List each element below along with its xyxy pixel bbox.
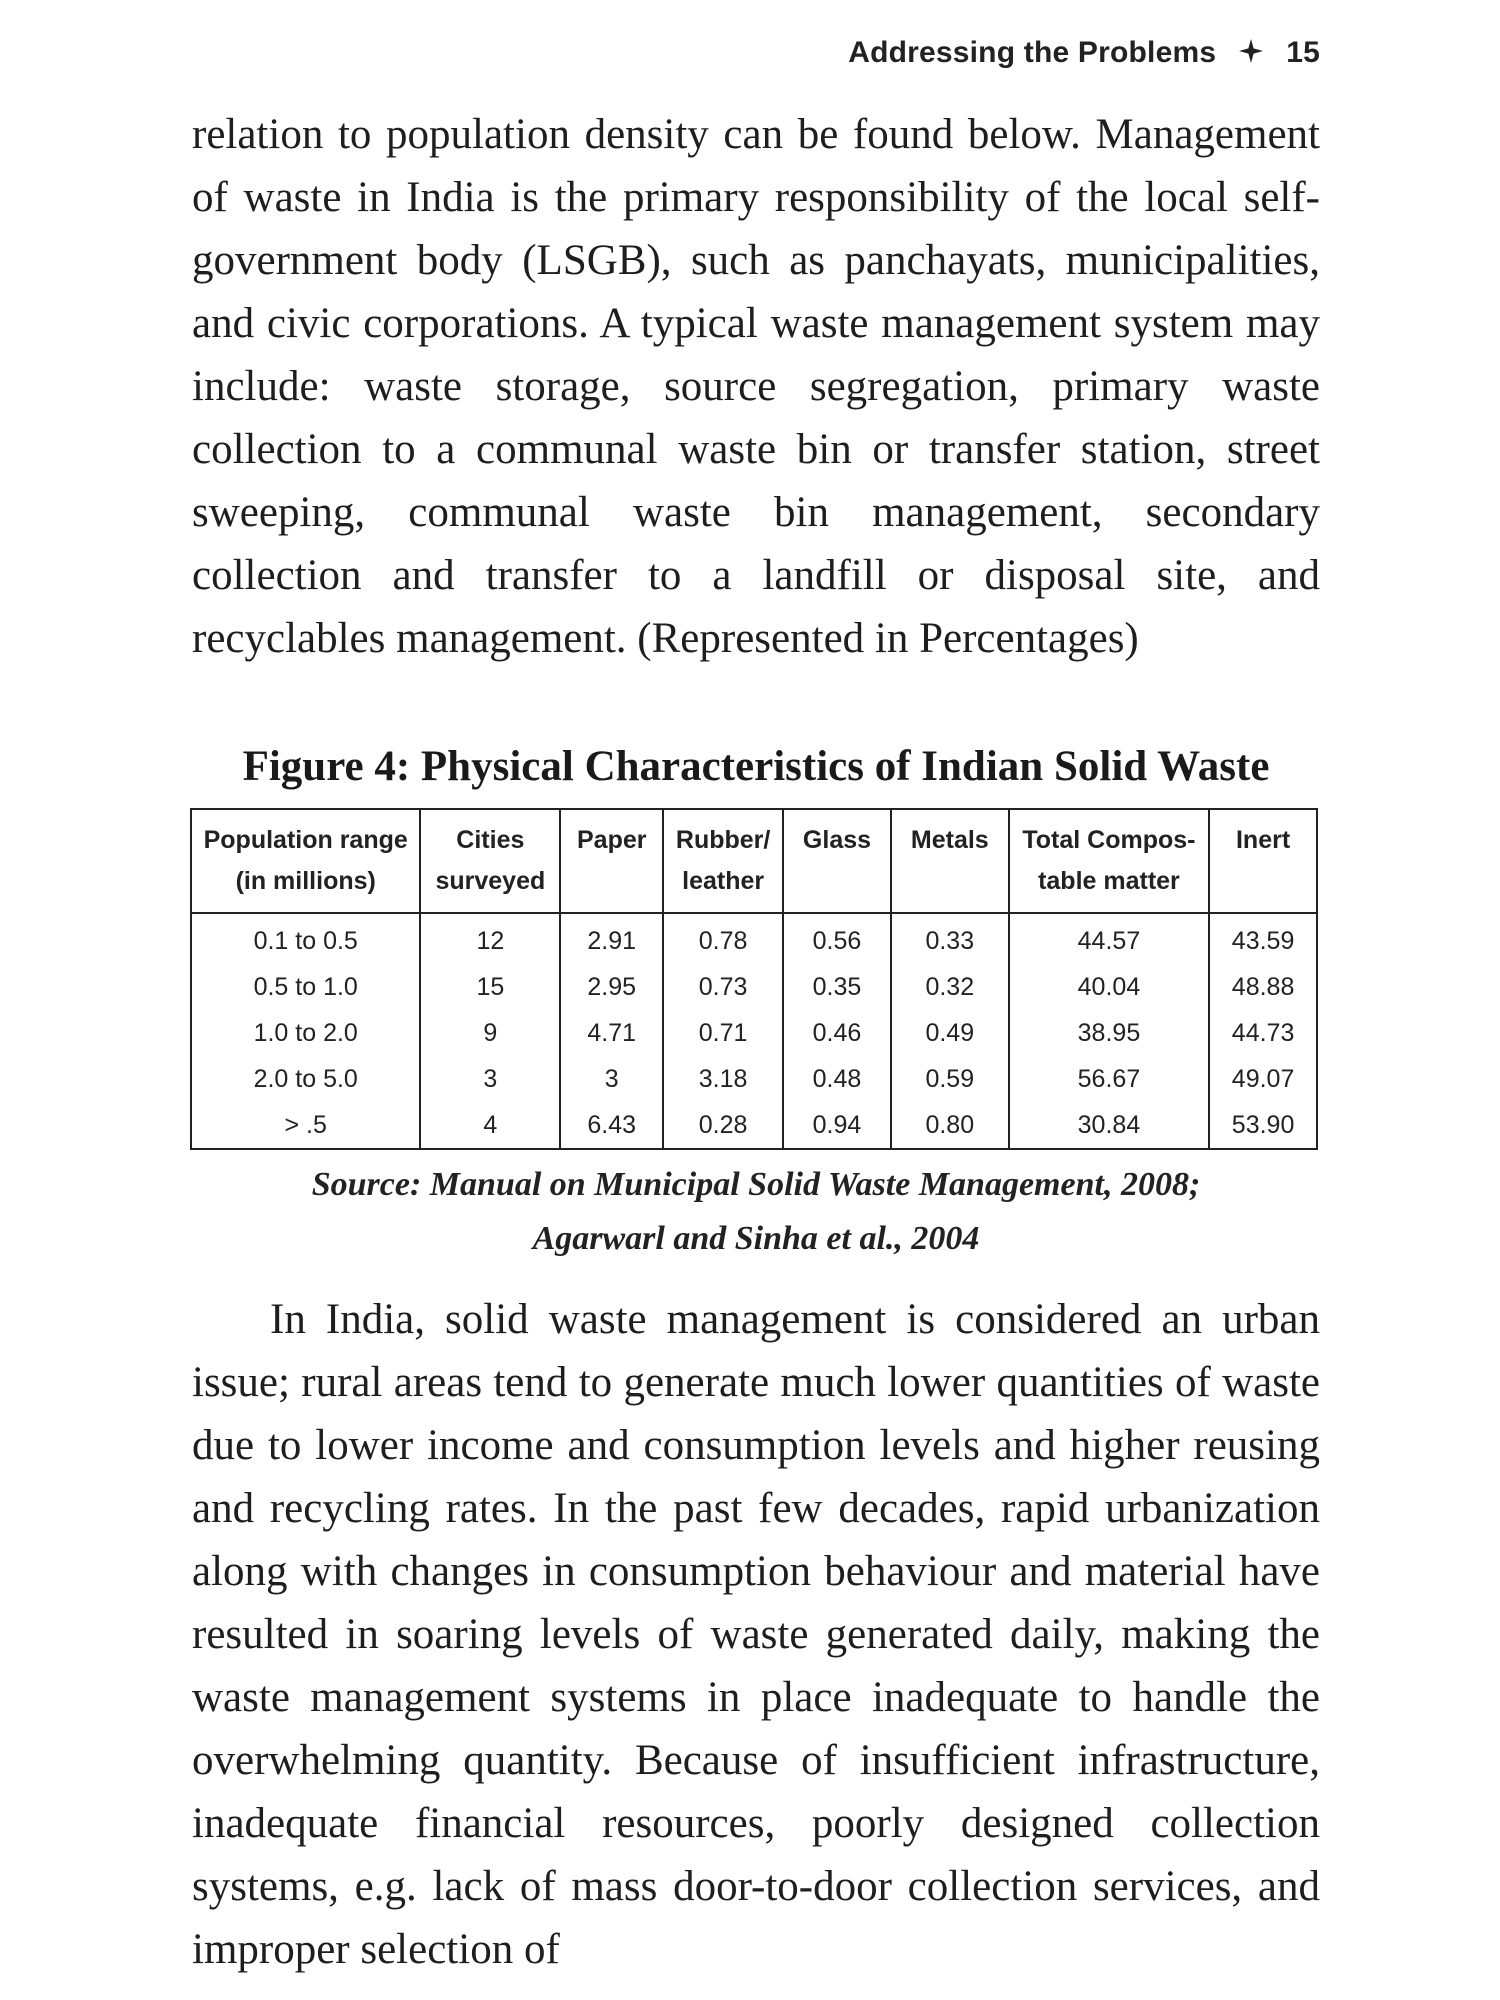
table-cell: 48.88 (1209, 964, 1317, 1010)
table-cell: 56.67 (1009, 1056, 1209, 1102)
table-cell: 0.5 to 1.0 (191, 964, 420, 1010)
table-row (191, 913, 1317, 964)
table-header-row (191, 809, 1317, 913)
table-row (191, 1056, 1317, 1102)
source-line-1: Source: Manual on Municipal Solid Waste Management, 2008; (311, 1166, 1201, 1203)
table-cell: 0.71 (663, 1010, 783, 1056)
header-rubber-leather: Rubber/ leather (663, 809, 783, 913)
header-metals: Metals (891, 809, 1009, 913)
table-cell: 2.0 to 5.0 (191, 1056, 420, 1102)
table-row (191, 964, 1317, 1010)
paragraph-intro: relation to population density can be found below. Management of waste in India is the primary responsibility of the local self-government body (LSGB), such as panchayats, municipalities, and civic corporations. A typical waste management system may include: waste storage, source segregation, primary waste collection to a communal waste bin or transfer station, street sweeping, communal waste bin management, secondary collection and transfer to a landfill or disposal site, and recyclables management. (Represented in Percentages) (192, 111, 1320, 662)
table-cell: 4 (420, 1102, 560, 1149)
header-paper: Paper (560, 809, 663, 913)
header-population-range: Population range (in millions) (191, 809, 420, 913)
table-cell: 53.90 (1209, 1102, 1317, 1149)
source-line-2: Agarwarl and Sinha et al., 2004 (532, 1220, 980, 1257)
table-row (191, 1102, 1317, 1149)
table-cell: 0.49 (891, 1010, 1009, 1056)
table-cell: 0.32 (891, 964, 1009, 1010)
table-cell: 0.33 (891, 913, 1009, 964)
table-cell: 15 (420, 964, 560, 1010)
table-cell: > .5 (191, 1102, 420, 1149)
running-head (848, 36, 1320, 70)
table-cell: 0.94 (783, 1102, 891, 1149)
table-cell: 0.59 (891, 1056, 1009, 1102)
table-cell: 0.1 to 0.5 (191, 913, 420, 964)
table-cell: 0.46 (783, 1010, 891, 1056)
header-cities-surveyed: Cities surveyed (420, 809, 560, 913)
page-number: 15 (1286, 36, 1320, 69)
table-cell: 44.57 (1009, 913, 1209, 964)
table-cell: 1.0 to 2.0 (191, 1010, 420, 1056)
table-cell: 40.04 (1009, 964, 1209, 1010)
running-head-title: Addressing the Problems (848, 36, 1217, 69)
table-cell: 38.95 (1009, 1010, 1209, 1056)
table-source (192, 1158, 1320, 1266)
header-total-compostable-matter: Total Compos- table matter (1009, 809, 1209, 913)
figure-caption: Figure 4: Physical Characteristics of Indian Solid Waste (242, 743, 1270, 790)
table-cell: 3.18 (663, 1056, 783, 1102)
table-cell: 3 (420, 1056, 560, 1102)
table-cell: 30.84 (1009, 1102, 1209, 1149)
table-cell: 4.71 (560, 1010, 663, 1056)
table-cell: 2.95 (560, 964, 663, 1010)
table-cell: 6.43 (560, 1102, 663, 1149)
table-cell: 3 (560, 1056, 663, 1102)
paragraph-urban-issue: In India, solid waste management is considered an urban issue; rural areas tend to generate much lower quantities of waste due to lower income and consumption levels and higher reusing and recycling rates. In the past few decades, rapid urbanization along with changes in consumption behaviour and material have resulted in soaring levels of waste generated daily, making the waste management systems in place inadequate to handle the overwhelming quantity. Because of insufficient infrastructure, inadequate financial resources, poorly designed collection systems, e.g. lack of mass door-to-door collection services, and improper selection of (192, 1296, 1320, 1973)
table-cell: 0.48 (783, 1056, 891, 1102)
table-cell: 9 (420, 1010, 560, 1056)
table-cell: 44.73 (1209, 1010, 1317, 1056)
table-cell: 0.35 (783, 964, 891, 1010)
table-cell: 0.80 (891, 1102, 1009, 1149)
header-glass: Glass (783, 809, 891, 913)
table-cell: 49.07 (1209, 1056, 1317, 1102)
table-cell: 0.28 (663, 1102, 783, 1149)
table-cell: 0.78 (663, 913, 783, 964)
table-cell: 12 (420, 913, 560, 964)
table-cell: 2.91 (560, 913, 663, 964)
table-cell: 0.56 (783, 913, 891, 964)
waste-characteristics-table (190, 808, 1318, 1150)
table-row (191, 1010, 1317, 1056)
header-inert: Inert (1209, 809, 1317, 913)
four-point-star-icon (1238, 38, 1264, 69)
table-cell: 43.59 (1209, 913, 1317, 964)
table-cell: 0.73 (663, 964, 783, 1010)
